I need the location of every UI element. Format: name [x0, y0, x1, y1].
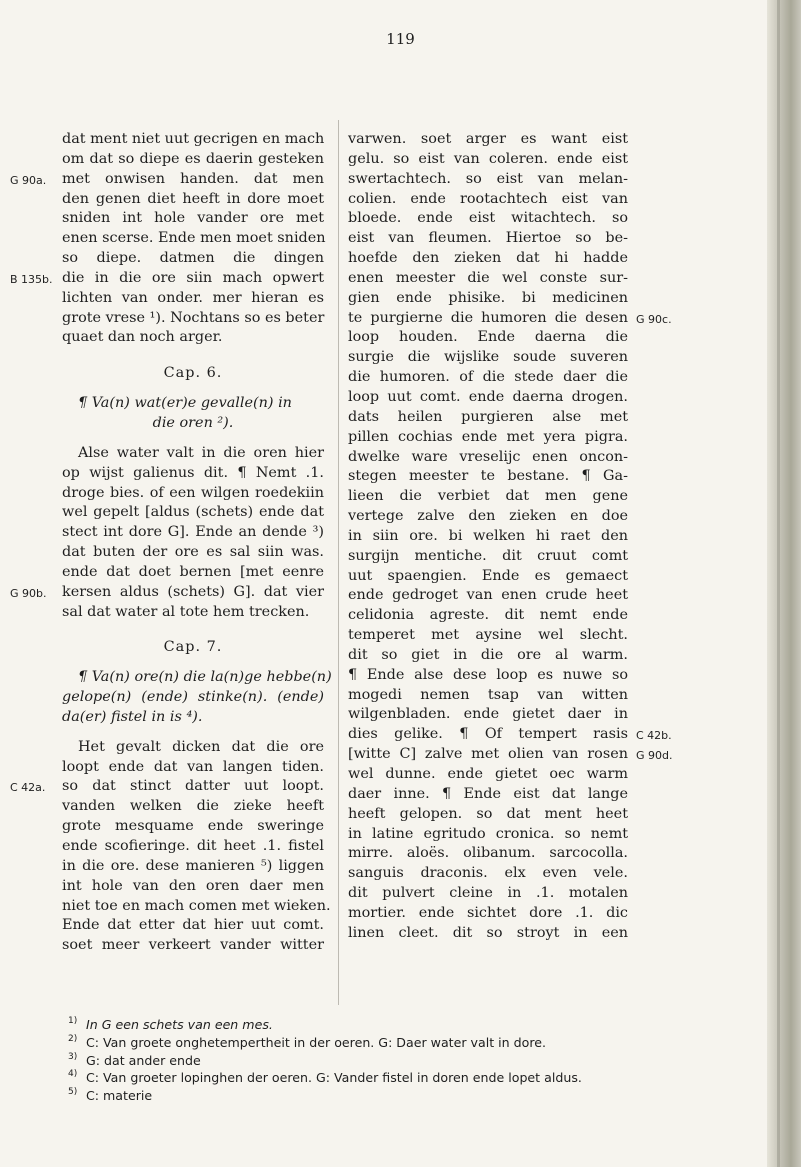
footnote: [62, 1069, 712, 1087]
line-text: loop uut comt. ende daerna drogen.: [348, 388, 628, 405]
page-number: 119: [386, 30, 415, 48]
line-text: hoefde den zieken dat hi hadde: [348, 250, 628, 267]
text-line: [348, 229, 628, 249]
line-gap: [62, 384, 324, 394]
text-line: [10, 777, 324, 797]
text-line: [348, 289, 628, 309]
text-line: [348, 448, 628, 468]
text-line: [62, 444, 324, 464]
line-text: dies gelike. ¶ Of tempert rasis: [348, 726, 628, 743]
footnote-text: C: Van groete onghetempertheit in der oeren. G: Daer water valt in dore.: [86, 1034, 546, 1050]
line-text: lichten van onder. mer hieran es: [62, 289, 324, 306]
text-line: [348, 884, 628, 904]
text-line: [62, 249, 324, 269]
left-column: [10, 130, 332, 956]
line-text: ende gedroget van enen crude heet: [348, 587, 628, 604]
text-line: [62, 758, 324, 778]
line-text: eist van fleumen. Hiertoe so be-: [348, 230, 628, 247]
text-line: [62, 229, 324, 249]
line-text: mirre. aloës. olibanum. sarcocolla.: [348, 845, 628, 862]
text-line: [62, 638, 324, 658]
text-line: [62, 897, 331, 917]
line-text: grote vrese ¹). Nochtans so es beter: [62, 309, 325, 326]
text-line: [348, 368, 628, 388]
line-text: loop houden. Ende daerna die: [348, 329, 628, 346]
text-line: [348, 249, 628, 269]
line-gap: [62, 348, 324, 364]
line-text: temperet met aysine wel slecht.: [348, 627, 628, 644]
footnote: [62, 1052, 712, 1070]
right-column: [348, 130, 673, 944]
line-text: ¶ Va(n) wat(er)e gevalle(n) in: [78, 395, 292, 412]
text-line: [62, 414, 324, 434]
text-line: [62, 543, 324, 563]
line-text: ¶ Va(n) ore(n) die la(n)ge hebbe(n): [78, 669, 332, 686]
line-text: met onwisen handen. dat men: [62, 170, 324, 187]
line-text: bloede. ende eist witachtech. so: [348, 210, 628, 227]
line-text: dit pulvert cleine in .1. motalen: [348, 885, 628, 902]
manuscript-reference: G 90c.: [636, 312, 672, 326]
manuscript-reference: G 90a.: [10, 173, 47, 187]
line-text: om dat so diepe es daerin gesteken: [62, 150, 324, 167]
line-text: so diepe. datmen die dingen: [62, 250, 324, 267]
line-text: celidonia agreste. dit nemt ende: [348, 607, 628, 624]
line-text: dwelke ware vreselijc enen oncon-: [348, 448, 628, 465]
footnote: [62, 1087, 712, 1105]
text-line: [10, 170, 324, 190]
line-text: die oren ²).: [152, 414, 234, 431]
line-gap: [62, 728, 324, 738]
line-text: stect int dore G]. Ende an dende ³): [62, 524, 324, 541]
text-line: [62, 877, 324, 897]
footnote-number: 3): [68, 1051, 78, 1062]
line-text: soet meer verkeert vander witter: [62, 937, 324, 954]
line-text: dat ment niet uut gecrigen en mach: [62, 131, 325, 147]
text-line: [348, 467, 628, 487]
line-text: so dat stinct datter uut loopt.: [62, 778, 324, 795]
text-line: [348, 765, 628, 785]
text-line: [348, 269, 628, 289]
text-line: [62, 817, 324, 837]
line-text: sniden int hole vander ore met: [62, 210, 324, 227]
line-text: swertachtech. so eist van melan-: [348, 170, 628, 187]
text-line: [62, 484, 324, 504]
line-text: dat buten der ore es sal siin was.: [62, 544, 324, 561]
line-gap: [62, 622, 324, 638]
text-line: [348, 487, 628, 507]
line-text: Het gevalt dicken dat die ore: [78, 738, 324, 755]
footnote-text: C: materie: [86, 1088, 153, 1104]
line-text: surgijn mentiche. dit cruut comt: [348, 547, 628, 564]
text-line: [62, 857, 324, 877]
text-line: [348, 666, 628, 686]
footnote-number: 2): [68, 1033, 78, 1044]
text-line: [62, 503, 324, 523]
text-line: [62, 309, 324, 329]
line-text: sal dat water al tote hem trecken.: [62, 603, 310, 620]
line-text: in die ore. dese manieren ⁵) liggen: [62, 857, 324, 874]
line-text: mortier. ende sichtet dore .1. dic: [348, 904, 628, 921]
text-line: [348, 606, 628, 626]
text-line: [348, 864, 628, 884]
line-text: den genen diet heeft in dore moet: [62, 190, 324, 207]
column-divider: [338, 120, 339, 1005]
line-text: Alse water valt in die oren hier: [78, 444, 324, 461]
manuscript-reference: C 42a.: [10, 781, 46, 795]
text-line: [348, 567, 628, 587]
line-text: ¶ Ende alse dese loop es nuwe so: [348, 666, 628, 683]
line-text: wel gepelt [aldus (schets) ende dat: [62, 504, 324, 521]
text-line: [348, 527, 628, 547]
line-text: gelope(n) (ende) stinke(n). (ende): [62, 689, 324, 706]
text-line: [62, 837, 324, 857]
text-line: [62, 523, 324, 543]
text-line: [348, 825, 628, 845]
text-line: [62, 738, 324, 758]
text-line: [348, 586, 628, 606]
text-line: [348, 785, 628, 805]
text-line: [62, 563, 324, 583]
line-text: mogedi nemen tsap van witten: [348, 686, 628, 703]
line-gap: [62, 434, 324, 444]
line-text: vanden welken die zieke heeft: [62, 798, 324, 815]
text-line: [348, 924, 628, 944]
line-text: daer inne. ¶ Ende eist dat lange: [348, 785, 628, 802]
text-line: [62, 130, 324, 150]
text-line: [62, 364, 324, 384]
line-text: gien ende phisike. bi medicinen: [348, 289, 628, 306]
line-text: int hole van den oren daer men: [62, 877, 324, 894]
line-text: heeft gelopen. so dat ment heet: [348, 805, 628, 822]
text-line: [348, 705, 628, 725]
line-text: dats heilen purgieren alse met: [348, 408, 628, 425]
text-line: [62, 289, 324, 309]
text-line: [348, 547, 628, 567]
line-text: ende scofieringe. dit heet .1. fistel: [62, 838, 324, 854]
line-gap: [62, 658, 324, 668]
line-text: colien. ende rootachtech eist van: [348, 190, 628, 207]
footnote: [62, 1016, 712, 1034]
line-text: pillen cochias ende met yera pigra.: [348, 428, 628, 445]
footnote-text: In G een schets van een mes.: [86, 1017, 273, 1032]
text-line: [10, 583, 324, 603]
text-line: [348, 130, 628, 150]
text-line: [62, 708, 324, 728]
text-line: [348, 328, 628, 348]
text-line: [348, 309, 672, 329]
text-line: [348, 805, 628, 825]
text-line: [62, 688, 324, 708]
line-text: enen scerse. Ende men moet sniden: [62, 230, 326, 247]
line-text: uut spaengien. Ende es gemaect: [348, 567, 628, 584]
text-line: [348, 348, 628, 368]
text-line: [348, 428, 628, 448]
footnote-number: 4): [68, 1069, 78, 1080]
manuscript-reference: B 135b.: [10, 272, 53, 286]
line-text: gelu. so eist van coleren. ende eist: [348, 150, 628, 167]
line-text: lieen die verbiet dat men gene: [348, 488, 628, 505]
footnote-text: G: dat ander ende: [86, 1052, 201, 1068]
line-text: surgie die wijslike soude suveren: [348, 349, 628, 366]
text-line: [348, 646, 628, 666]
text-line: [62, 464, 324, 484]
text-line: [348, 745, 673, 765]
text-line: [348, 408, 628, 428]
line-text: grote mesquame ende sweringe: [62, 818, 324, 835]
footnote-number: 1): [68, 1016, 78, 1026]
footnote: [62, 1034, 712, 1052]
line-text: ende dat doet bernen [met eenre: [62, 563, 324, 580]
text-line: [348, 150, 628, 170]
text-line: [348, 209, 628, 229]
line-text: dit so giet in die ore al warm.: [348, 646, 628, 663]
line-text: linen cleet. dit so stroyt in een: [348, 924, 628, 941]
text-line: [348, 904, 628, 924]
line-text: wel dunne. ende gietet oec warm: [348, 766, 628, 782]
text-line: [348, 725, 672, 745]
line-text: [witte C] zalve met olien van rosen: [348, 746, 628, 763]
line-text: in siin ore. bi welken hi raet den: [348, 527, 628, 544]
text-line: [62, 190, 324, 210]
line-text: vertege zalve den zieken en doe: [348, 508, 628, 525]
line-text: droge bies. of een wilgen roedekiin: [62, 484, 324, 501]
line-text: die humoren. of die stede daer die: [348, 369, 628, 386]
text-line: [62, 603, 324, 623]
text-line: [62, 328, 324, 348]
text-line: [348, 190, 628, 210]
line-text: enen meester die wel conste sur-: [348, 269, 628, 286]
footnote-text: C: Van groeter lopinghen der oeren. G: Vander fistel in doren ende lopet aldus.: [86, 1070, 582, 1086]
line-text: wilgenbladen. ende gietet daer in: [348, 706, 628, 723]
text-line: [62, 797, 324, 817]
line-text: op wijst galienus dit. ¶ Nemt .1.: [62, 464, 324, 481]
line-text: kersen aldus (schets) G]. dat vier: [62, 583, 324, 600]
text-line: [62, 916, 324, 936]
line-text: die in die ore siin mach opwert: [62, 269, 324, 286]
line-text: Cap. 7.: [163, 639, 223, 656]
line-text: in latine egritudo cronica. so nemt: [348, 825, 628, 842]
line-text: sanguis draconis. elx even vele.: [348, 865, 628, 882]
text-line: [348, 686, 628, 706]
manuscript-reference: G 90d.: [636, 749, 673, 763]
line-text: loopt ende dat van langen tiden.: [62, 758, 324, 775]
line-text: stegen meester te bestane. ¶ Ga-: [348, 468, 628, 485]
text-line: [62, 394, 324, 414]
line-text: te purgierne die humoren die desen: [348, 309, 628, 326]
text-line: [62, 668, 332, 688]
footnotes: [62, 1016, 712, 1105]
line-text: Ende dat etter dat hier uut comt.: [62, 917, 324, 934]
text-line: [62, 936, 324, 956]
line-text: quaet dan noch arger.: [62, 329, 223, 346]
text-line: [348, 626, 628, 646]
text-line: [348, 388, 628, 408]
line-text: varwen. soet arger es want eist: [348, 131, 628, 147]
footnote-number: 5): [68, 1087, 78, 1098]
text-line: [348, 844, 628, 864]
text-line: [348, 170, 628, 190]
text-line: [348, 507, 628, 527]
line-text: Cap. 6.: [163, 365, 223, 382]
line-text: niet toe en mach comen met wieken.: [62, 897, 331, 914]
manuscript-reference: G 90b.: [10, 586, 47, 600]
text-line: [62, 209, 324, 229]
text-line: [62, 150, 324, 170]
book-binding-edge: [767, 0, 801, 1167]
line-text: da(er) fistel in is ⁴).: [62, 708, 203, 725]
text-line: [10, 269, 324, 289]
manuscript-reference: C 42b.: [636, 729, 672, 743]
